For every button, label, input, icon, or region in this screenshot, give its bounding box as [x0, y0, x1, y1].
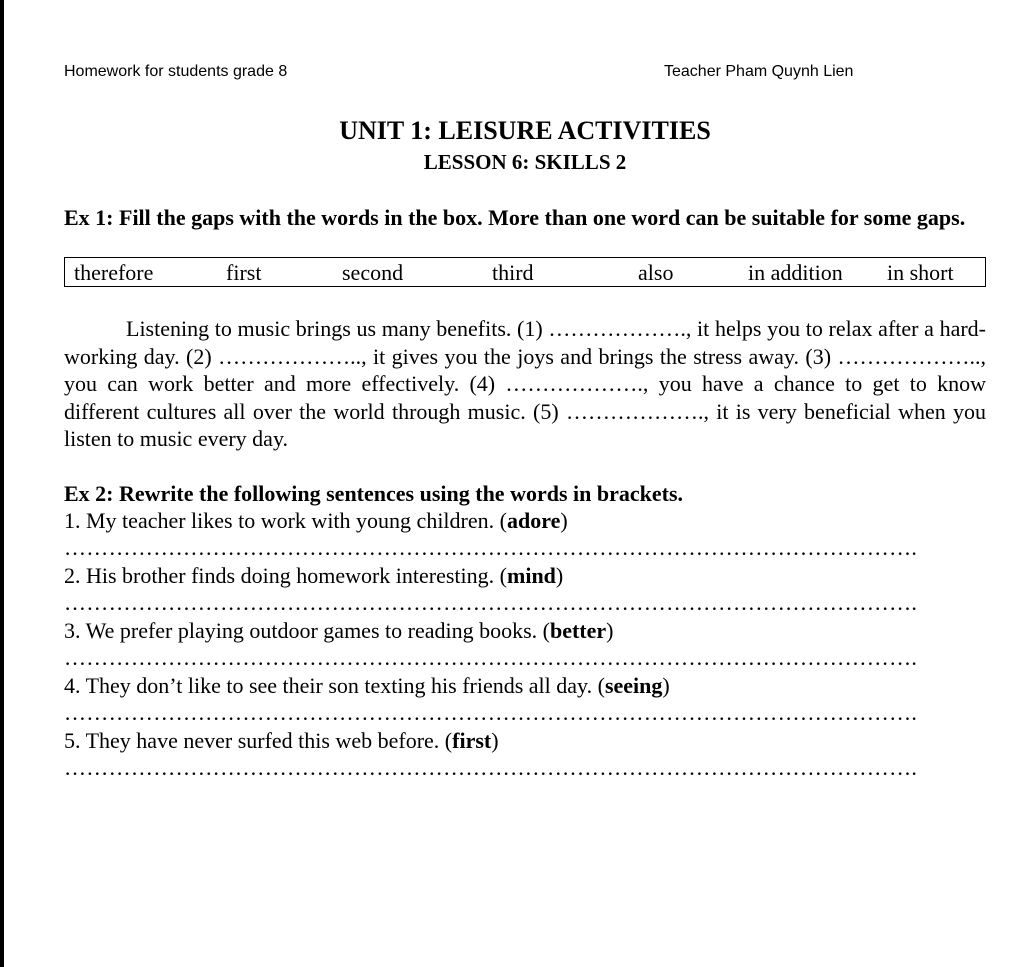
ex2-item-keyword: adore [506, 508, 561, 533]
ex2-item-2 [64, 563, 986, 589]
unit-title: UNIT 1: LEISURE ACTIVITIES [339, 116, 711, 145]
ex2-item-close: ) [491, 728, 499, 753]
ex2-item-text: 5. They have never surfed this web before. ( [64, 728, 453, 753]
ex2-item-keyword: first [452, 728, 492, 753]
ex2-item-4 [64, 673, 986, 699]
ex2-answer-line-3: ……………………………………………………………………………………………………. [64, 645, 918, 670]
word-box [64, 257, 986, 287]
word-box-item: first [226, 260, 262, 285]
ex2-item-1 [64, 508, 986, 534]
ex2-answer-line-4: ……………………………………………………………………………………………………. [64, 700, 918, 725]
ex2-item-text: 4. They don’t like to see their son texting his friends all day. ( [64, 673, 605, 698]
word-box-item: second [342, 260, 404, 285]
ex2-item-text: 1. My teacher likes to work with young children. ( [64, 508, 507, 533]
ex2-item-close: ) [560, 508, 568, 533]
word-box-item: in addition [748, 260, 843, 285]
ex2-answer-line-5: ……………………………………………………………………………………………………. [64, 755, 918, 780]
ex2-answer-line-1: ……………………………………………………………………………………………………. [64, 535, 918, 560]
ex2-item-keyword: mind [507, 563, 556, 588]
ex2-answer-line-2: ……………………………………………………………………………………………………. [64, 590, 918, 615]
ex2-item-text: 3. We prefer playing outdoor games to reading books. ( [64, 618, 550, 643]
ex2-item-5 [64, 728, 986, 754]
header-teacher-label: Teacher Pham Quynh Lien [664, 63, 854, 80]
ex1-paragraph [64, 315, 986, 453]
ex2-heading: Ex 2: Rewrite the following sentences using the words in brackets. [64, 481, 684, 506]
word-box-item: also [638, 260, 674, 285]
ex2-item-keyword: better [549, 618, 607, 643]
ex1-heading: Ex 1: Fill the gaps with the words in the box. More than one word can be suitable for some gaps. [64, 205, 966, 230]
page-left-edge [0, 0, 4, 967]
lesson-title: LESSON 6: SKILLS 2 [423, 150, 627, 174]
word-box-item: third [492, 260, 534, 285]
ex2-item-3 [64, 618, 986, 644]
ex2-item-text: 2. His brother finds doing homework interesting. ( [64, 563, 507, 588]
header-course-label: Homework for students grade 8 [64, 63, 288, 80]
ex2-item-close: ) [555, 563, 564, 588]
ex2-item-keyword: seeing [604, 673, 663, 698]
ex2-item-close: ) [662, 673, 670, 698]
ex1-paragraph-text: Listening to music brings us many benefits. (1) ………………., it helps you to relax after a hard-working day. (2) ……………….., it gives you the joys and brings the stress away. (3) ……………….., you can work better and more effectively. (4) ………………., you have a chance to get to know different cultures all over the world through music. (5) ………………., it is very beneficial when you listen to music every day. [64, 316, 986, 451]
word-box-item: in short [887, 260, 954, 285]
ex2-item-close: ) [606, 618, 614, 643]
word-box-item: therefore [74, 260, 154, 285]
